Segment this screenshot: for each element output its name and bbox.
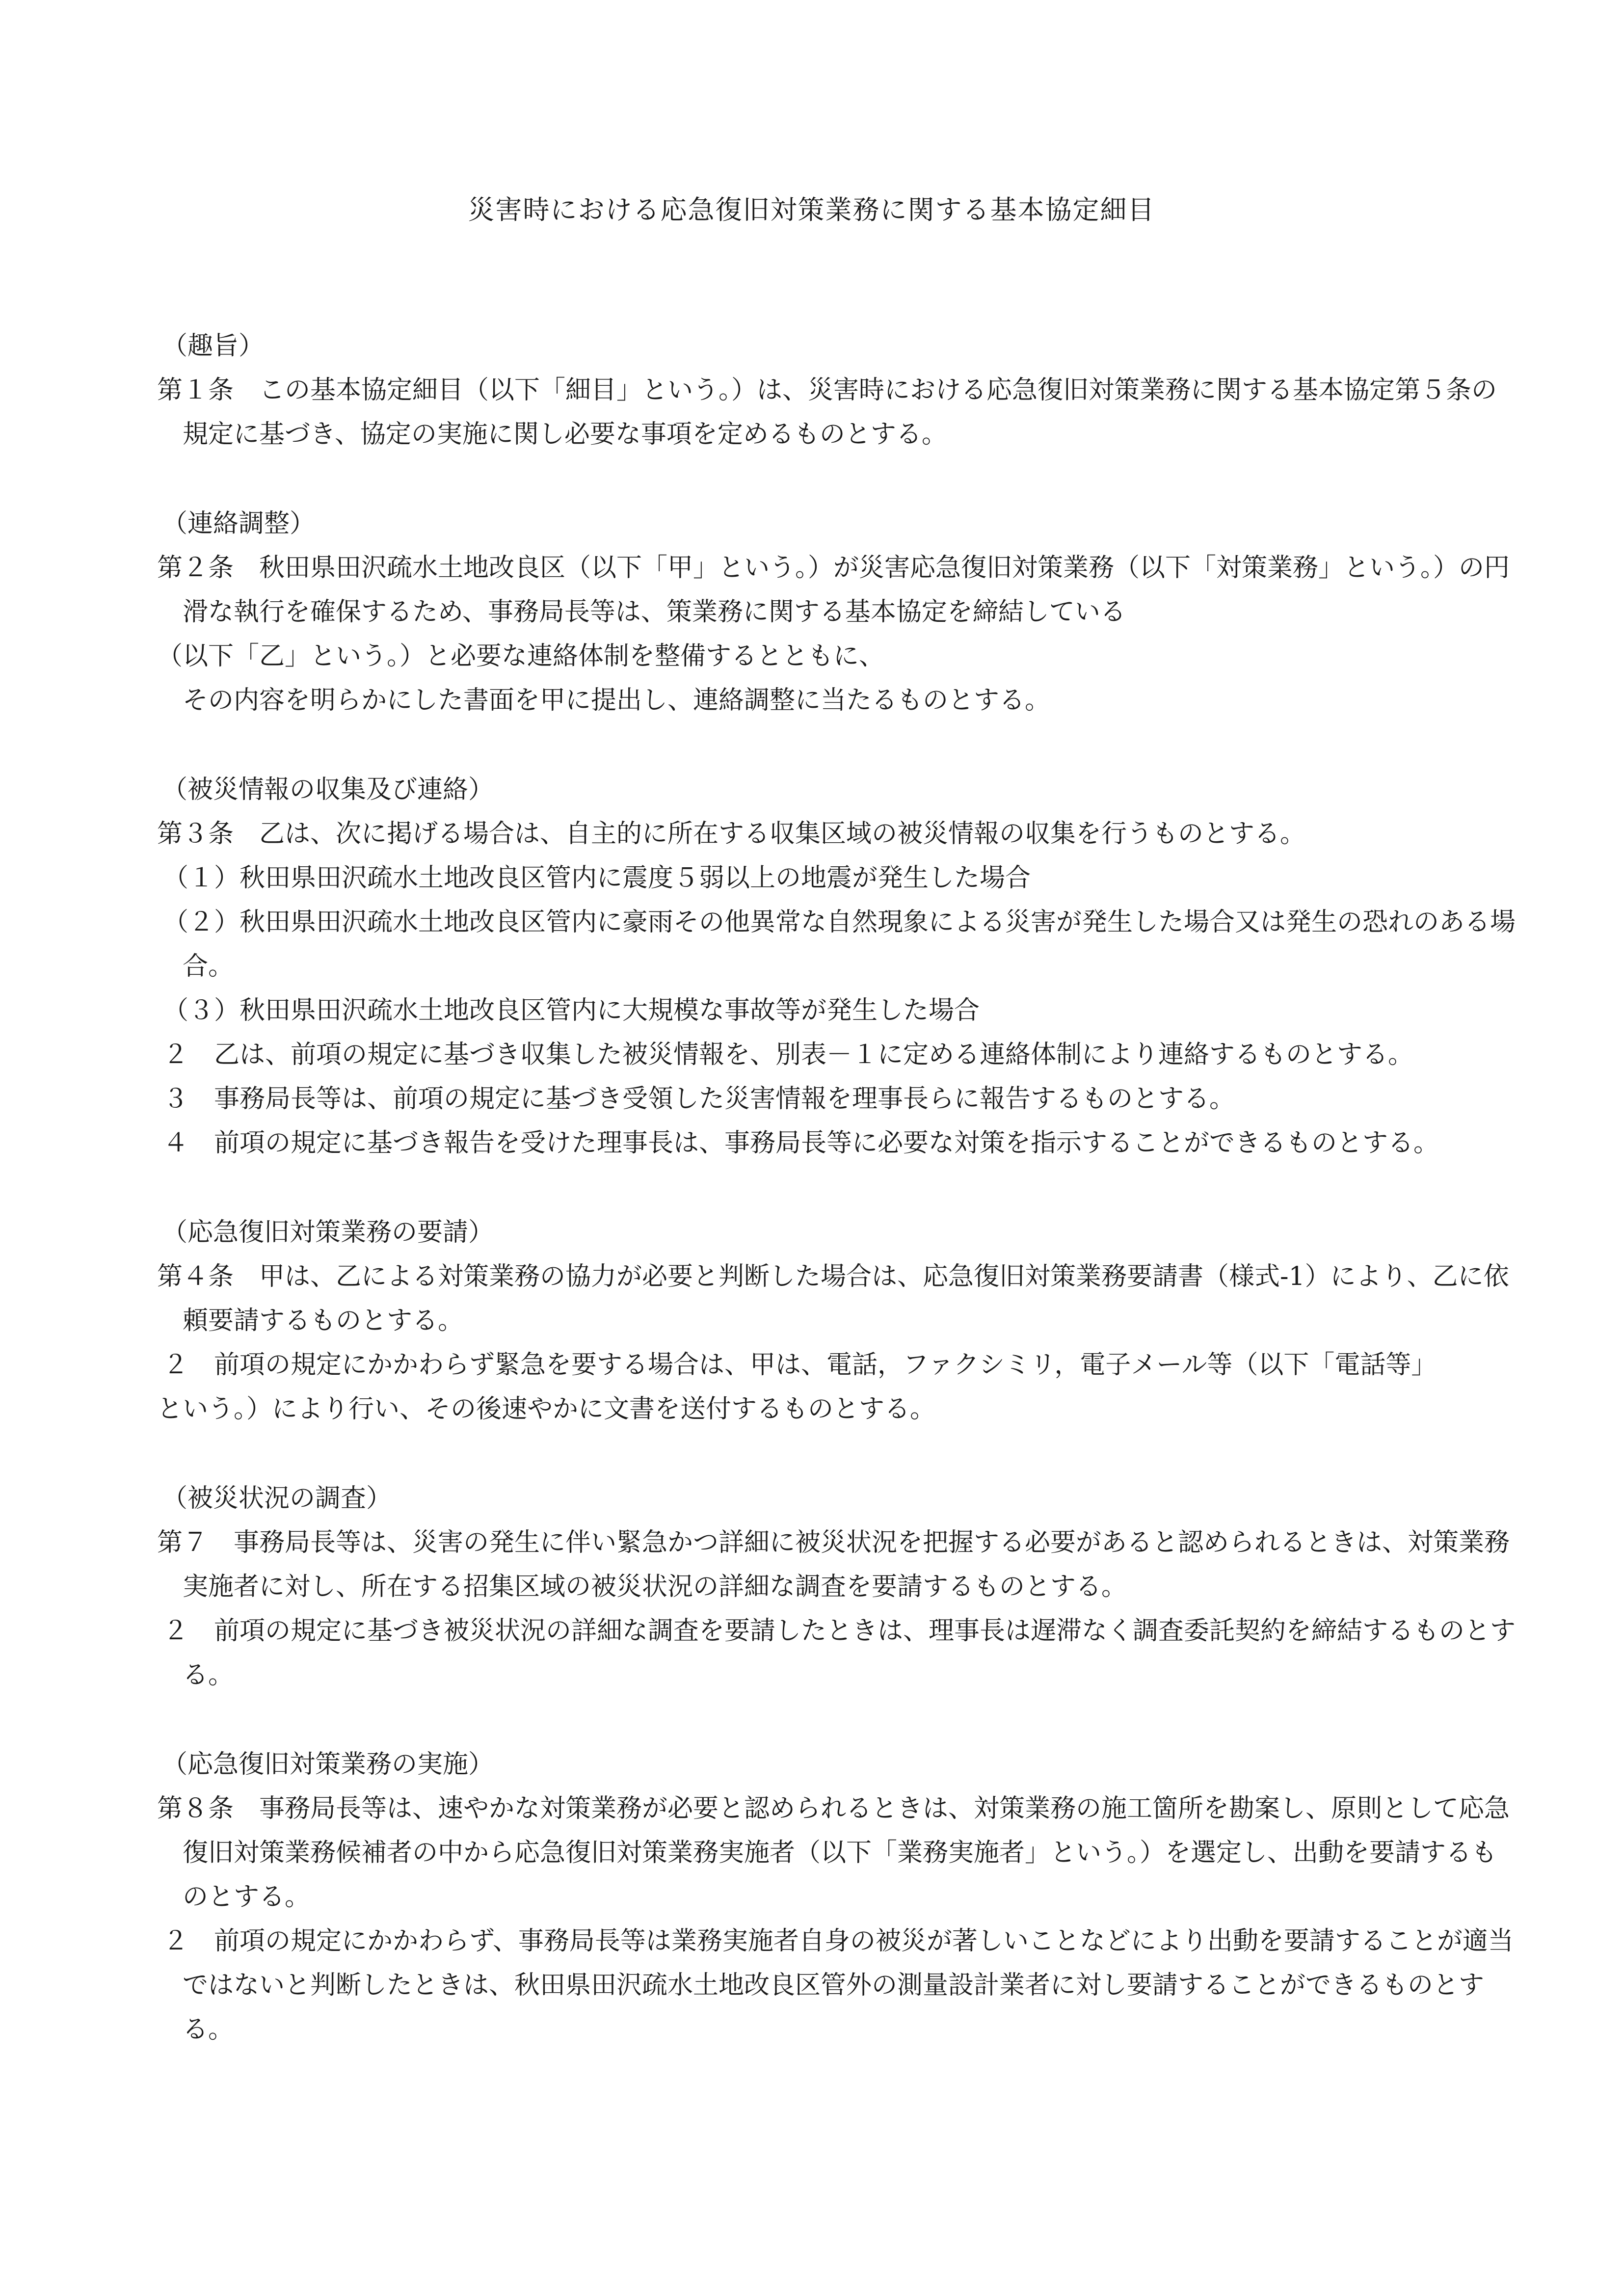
article-3-clause-4: ４ 前項の規定に基づき報告を受けた理事長は、事務局長等に必要な対策を指示することができるものとする。 [163, 1128, 1439, 1158]
document-title: 災害時における応急復旧対策業務に関する基本協定細目 [468, 194, 1155, 225]
section-request [157, 1210, 1521, 1431]
article-2-end: その内容を明らかにした書面を甲に提出し、連絡調整に当たるものとする。 [183, 686, 1051, 715]
section-heading: （応急復旧対策業務の要請） [162, 1218, 494, 1247]
article-3-item-3: （３）秋田県田沢疏水土地改良区管内に大規模な事故等が発生した場合 [163, 996, 980, 1025]
article-4-clause-2-end: という。）により行い、その後速やかに文書を送付するものとする。 [157, 1394, 936, 1424]
article-7: 第７ 事務局長等は、災害の発生に伴い緊急かつ詳細に被災状況を把握する必要があると認められるときは、対策業務実施者に対し、所在する招集区域の被災状況の詳細な調査を要請するものとする。 [157, 1528, 1510, 1602]
article-8: 第８条 事務局長等は、速やかな対策業務が必要と認められるときは、対策業務の施工箇所を勘案し、原則として応急復旧対策業務候補者の中から応急復旧対策業務実施者（以下「業務実施者」という。）を選定し、出動を要請するものとする。 [157, 1794, 1510, 1912]
article-3-clause-2: ２ 乙は、前項の規定に基づき収集した被災情報を、別表－１に定める連絡体制により連絡するものとする。 [163, 1040, 1414, 1069]
section-liaison [157, 502, 1521, 722]
section-heading: （被災情報の収集及び連絡） [162, 775, 494, 804]
section-survey [157, 1476, 1521, 1697]
article-2-continued: （以下「乙」という。）と必要な連絡体制を整備するとともに、 [157, 641, 885, 671]
article-3: 第３条 乙は、次に掲げる場合は、自主的に所在する収集区域の被災情報の収集を行うものとする。 [157, 819, 1306, 849]
section-heading: （連絡調整） [162, 509, 316, 538]
section-heading: （応急復旧対策業務の実施） [162, 1750, 494, 1779]
section-purpose [157, 324, 1521, 456]
article-3-item-1: （１）秋田県田沢疏水土地改良区管内に震度５弱以上の地震が発生した場合 [163, 863, 1031, 893]
document-body [157, 324, 1521, 2097]
section-implementation [157, 1742, 1521, 2052]
article-3-clause-3: ３ 事務局長等は、前項の規定に基づき受領した災害情報を理事長らに報告するものとする。 [163, 1084, 1235, 1114]
article-3-item-2: （２）秋田県田沢疏水土地改良区管内に豪雨その他異常な自然現象による災害が発生した場合又は発生の恐れのある場合。 [163, 908, 1516, 981]
article-8-clause-2: ２ 前項の規定にかかわらず、事務局長等は業務実施者自身の被災が著しいことなどにより出動を要請することが適当ではないと判断したときは、秋田県田沢疏水土地改良区管外の測量設計業者に対し要請することができるものとする。 [163, 1926, 1514, 2044]
article-2: 第２条 秋田県田沢疏水土地改良区（以下「甲」という。）が災害応急復旧対策業務（以下「対策業務」という。）の円滑な執行を確保するため、事務局長等は、策業務に関する基本協定を締結している [157, 553, 1510, 627]
section-damage-info [157, 768, 1521, 1165]
section-heading: （趣旨） [162, 331, 265, 361]
article-4-clause-2: ２ 前項の規定にかかわらず緊急を要する場合は、甲は、電話，ファクシミリ，電子メール等（以下「電話等」 [163, 1350, 1437, 1380]
article-7-clause-2: ２ 前項の規定に基づき被災状況の詳細な調査を要請したときは、理事長は遅滞なく調査委託契約を締結するものとする。 [163, 1616, 1516, 1690]
article-4: 第４条 甲は、乙による対策業務の協力が必要と判断した場合は、応急復旧対策業務要請書（様式-1）により、乙に依頼要請するものとする。 [157, 1262, 1509, 1335]
section-heading: （被災状況の調査） [162, 1484, 392, 1513]
article-1: 第１条 この基本協定細目（以下「細目」という。）は、災害時における応急復旧対策業務に関する基本協定第５条の規定に基づき、協定の実施に関し必要な事項を定めるものとする。 [157, 375, 1497, 449]
